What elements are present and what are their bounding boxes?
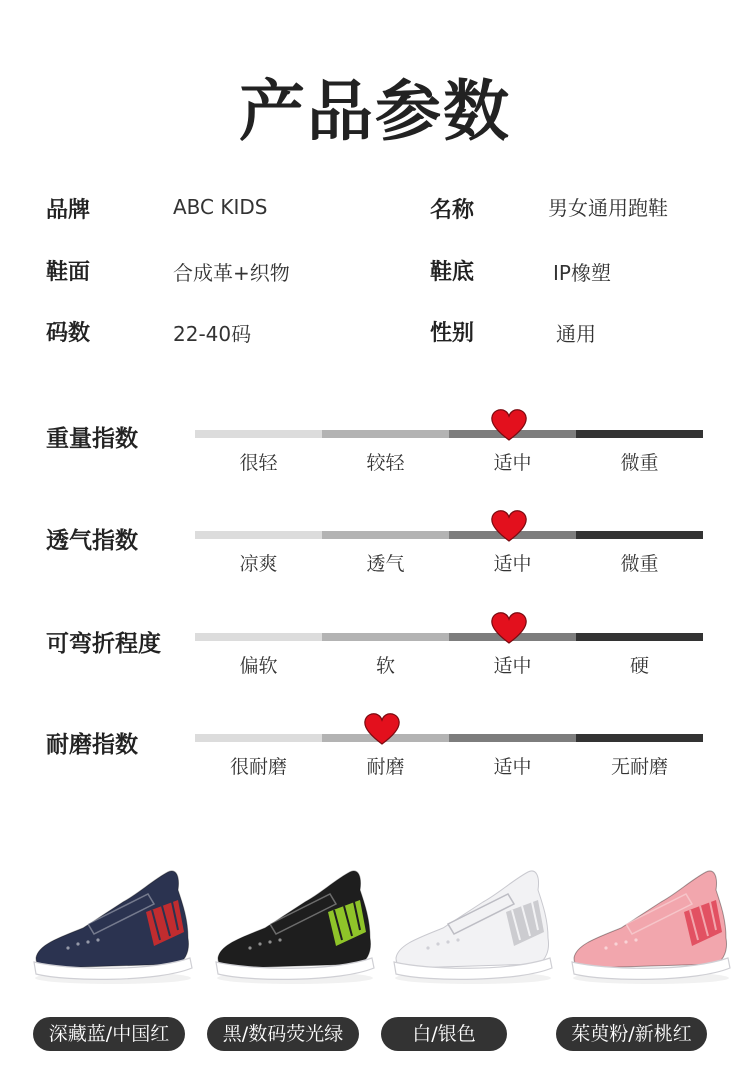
rating-scale-bar (195, 633, 703, 641)
rating-level-label: 透气 (366, 553, 405, 575)
rating-level-label: 适中 (493, 756, 532, 778)
color-option-tag: 黑/数码荧光绿 (207, 1017, 359, 1051)
rating-scale-segment (195, 633, 322, 641)
rating-level-label: 适中 (493, 452, 532, 474)
rating-level-label: 很耐磨 (229, 756, 287, 778)
rating-scale-segment (576, 734, 703, 742)
rating-scale-segment (322, 633, 449, 641)
color-option-tag: 茱萸粉/新桃红 (556, 1017, 707, 1051)
rating-level-label: 较轻 (366, 452, 405, 474)
heart-marker-icon (490, 509, 528, 543)
heart-marker-icon (363, 712, 401, 746)
color-option-tag: 白/银色 (381, 1017, 507, 1051)
rating-title: 重量指数 (46, 426, 138, 452)
rating-level-label: 无耐磨 (610, 756, 668, 778)
rating-level-label: 耐磨 (366, 756, 405, 778)
rating-level-label: 凉爽 (239, 553, 278, 575)
shoe-image (28, 850, 198, 1000)
rating-title: 透气指数 (46, 528, 138, 554)
gender-label: 性别 (430, 321, 475, 346)
rating-scale-bar (195, 531, 703, 539)
rating-scale-bar (195, 734, 703, 742)
brand-value: ABC KIDS (173, 195, 268, 219)
rating-level-label: 适中 (493, 553, 532, 575)
rating-scale-bar (195, 430, 703, 438)
rating-scale-segment (449, 734, 576, 742)
name-label: 名称 (430, 198, 475, 223)
rating-level-label: 偏软 (239, 655, 278, 677)
size-label: 码数 (46, 321, 91, 346)
size-value: 22-40码 (173, 322, 252, 346)
rating-scale-segment (576, 633, 703, 641)
rating-level-label: 硬 (629, 655, 649, 677)
upper-value: 合成革+织物 (173, 261, 290, 285)
upper-label: 鞋面 (46, 260, 91, 285)
page-title: 产品参数 (239, 73, 511, 150)
sole-label: 鞋底 (430, 260, 475, 285)
rating-level-label: 很轻 (239, 452, 278, 474)
rating-scale-segment (322, 430, 449, 438)
rating-scale-segment (195, 531, 322, 539)
shoe-image (388, 850, 558, 1000)
sole-value: IP橡塑 (553, 261, 611, 285)
shoe-image (566, 850, 736, 1000)
rating-title: 可弯折程度 (46, 631, 161, 657)
rating-scale-segment (576, 531, 703, 539)
rating-level-label: 软 (375, 655, 395, 677)
name-value: 男女通用跑鞋 (548, 196, 668, 220)
rating-title: 耐磨指数 (46, 732, 138, 758)
rating-scale-segment (322, 531, 449, 539)
brand-label: 品牌 (46, 198, 91, 223)
rating-scale-segment (195, 734, 322, 742)
rating-level-label: 微重 (620, 452, 659, 474)
rating-level-label: 微重 (620, 553, 659, 575)
gender-value: 通用 (556, 322, 596, 346)
heart-marker-icon (490, 611, 528, 645)
shoe-image (210, 850, 380, 1000)
rating-scale-segment (576, 430, 703, 438)
rating-level-label: 适中 (493, 655, 532, 677)
rating-scale-segment (195, 430, 322, 438)
color-option-tag: 深藏蓝/中国红 (33, 1017, 185, 1051)
heart-marker-icon (490, 408, 528, 442)
